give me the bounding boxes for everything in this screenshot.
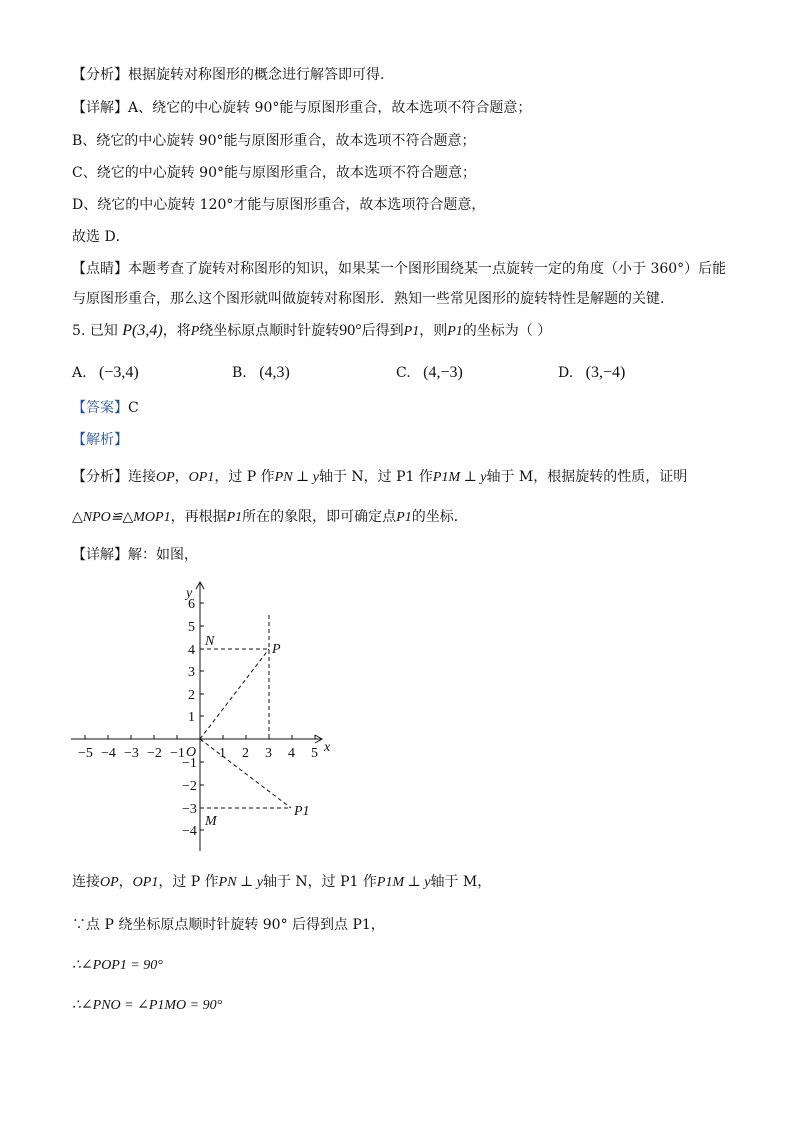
y-tick-label: 5 [188,620,195,635]
option-label: D. [558,365,574,381]
y-tick-label: 6 [188,597,195,612]
y-tick-label: 1 [188,710,195,725]
congruence: △NPO≌△MOP1 [72,510,171,525]
answer-value: C [128,400,139,416]
stem-text: 绕坐标原点顺时针旋转 [199,323,340,339]
var-p1: P1 [403,324,420,339]
answer-line [72,398,139,418]
option-a[interactable] [72,363,139,383]
point-label-m: M [205,814,217,829]
seg-op1: OP1 [132,875,159,890]
perp-pn: PN ⊥ y [218,875,263,890]
text: 轴于 N，过 P1 作 [318,469,433,485]
question-stem [72,321,551,342]
detail-line-b: B、绕它的中心旋转 90°能与原图形重合，故本选项不符合题意； [72,133,476,149]
detail-intro: 【详解】解：如图， [72,547,198,563]
option-value: (4,−3) [423,364,463,381]
perp-p1m: P1M ⊥ y [376,875,431,890]
text: 轴于 M，根据旋转的性质，证明 [486,469,688,485]
y-tick-label: −4 [182,824,197,839]
stem-text: 已知 [89,323,118,339]
analysis-line-1: 【分析】根据旋转对称图形的概念进行解答即可得. [72,67,385,83]
x-tick-label: −5 [78,746,93,761]
option-d[interactable] [558,363,625,383]
x-tick-label: −1 [170,746,185,761]
segment-op [200,649,269,739]
jiexi-tag: 【解析】 [72,432,128,448]
x-tick-label: 4 [288,746,295,761]
option-value: (3,−4) [585,364,626,381]
stem-text: ，则 [419,323,448,339]
axis-label-y: y [186,586,193,601]
y-tick-label: −2 [182,779,197,794]
text: ，过 P 作 [214,469,275,485]
text: ， [174,469,189,485]
var-p1: P1 [447,324,463,339]
choose-line: 故选 D． [72,229,130,245]
seg-op1: OP1 [188,470,215,485]
detail-line-c: C、绕它的中心旋转 90°能与原图形重合，故本选项不符合题意； [72,165,476,181]
step-2: ∵点 P 绕坐标原点顺时针旋转 90° 后得到点 P1， [72,917,385,933]
text: 连接 [128,469,156,485]
step-1 [72,872,491,893]
seg-op: OP [100,875,119,890]
coordinate-graph [66,575,346,860]
text: ， [118,874,133,890]
analysis-tag: 【分析】 [72,469,128,485]
analysis-line-2 [72,507,468,528]
step-3: ∴∠POP1 = 90° [72,958,163,973]
y-tick-label: 2 [188,688,195,703]
text: 轴于 N，过 P1 作 [262,874,377,890]
angle: 90° [339,322,362,339]
option-c[interactable] [396,363,463,383]
question-number: 5. [72,323,86,339]
y-tick-label: 3 [188,665,195,680]
analysis-line [72,467,687,488]
var-p1: P1 [226,510,243,525]
x-tick-label: −2 [147,746,162,761]
option-label: B. [232,365,247,381]
axis-label-x: x [324,740,331,755]
x-tick-label: 2 [242,746,249,761]
var-p: P [190,324,200,339]
seg-op: OP [156,470,175,485]
option-b[interactable] [232,363,290,383]
detail-line-a: 【详解】A、绕它的中心旋转 90°能与原图形重合，故本选项不符合题意； [72,100,532,116]
y-tick-label: −3 [182,802,197,817]
text: ，再根据 [170,509,227,525]
point-p: P(3,4) [122,322,163,339]
perp-pn: PN ⊥ y [274,470,319,485]
step-4: ∴∠PNO = ∠P1MO = 90° [72,998,223,1013]
var-p1: P1 [396,510,412,525]
text: 连接 [72,874,100,890]
perp-p1m: P1M ⊥ y [432,470,487,485]
x-tick-label: 3 [265,746,272,761]
x-tick-label: 1 [219,746,226,761]
x-tick-label: 5 [311,746,318,761]
option-label: C. [396,365,411,381]
option-value: (4,3) [259,364,290,381]
stem-text: ，将 [162,323,191,339]
answer-tag: 【答案】 [72,400,128,416]
y-tick-marks [200,603,204,830]
y-tick-label: 4 [188,643,195,658]
comment-line-2: 与原图形重合，那么这个图形就叫做旋转对称图形．熟知一些常见图形的旋转特性是解题的关键. [72,291,665,307]
point-label-p1: P1 [294,804,310,819]
x-tick-label: −4 [101,746,116,761]
text: 的坐标． [411,509,468,525]
detail-line-d: D、绕它的中心旋转 120°才能与原图形重合，故本选项符合题意， [72,197,486,213]
text: ，过 P 作 [158,874,219,890]
text: 轴于 M， [430,874,492,890]
point-label-n: N [205,634,215,649]
text: 所在的象限，即可确定点 [242,509,397,525]
comment-line-1: 【点睛】本题考查了旋转对称图形的知识，如果某一个图形围绕某一点旋转一定的角度（小于 360°）后能 [72,261,727,277]
y-tick-label: −1 [182,756,197,771]
option-value: (−3,4) [99,364,139,381]
stem-text: 的坐标为（ ） [462,323,552,339]
origin-label: O [186,745,197,760]
stem-text: 后得到 [361,323,404,339]
option-label: A. [72,365,87,381]
point-label-p: P [272,642,281,657]
x-tick-label: −3 [124,746,139,761]
